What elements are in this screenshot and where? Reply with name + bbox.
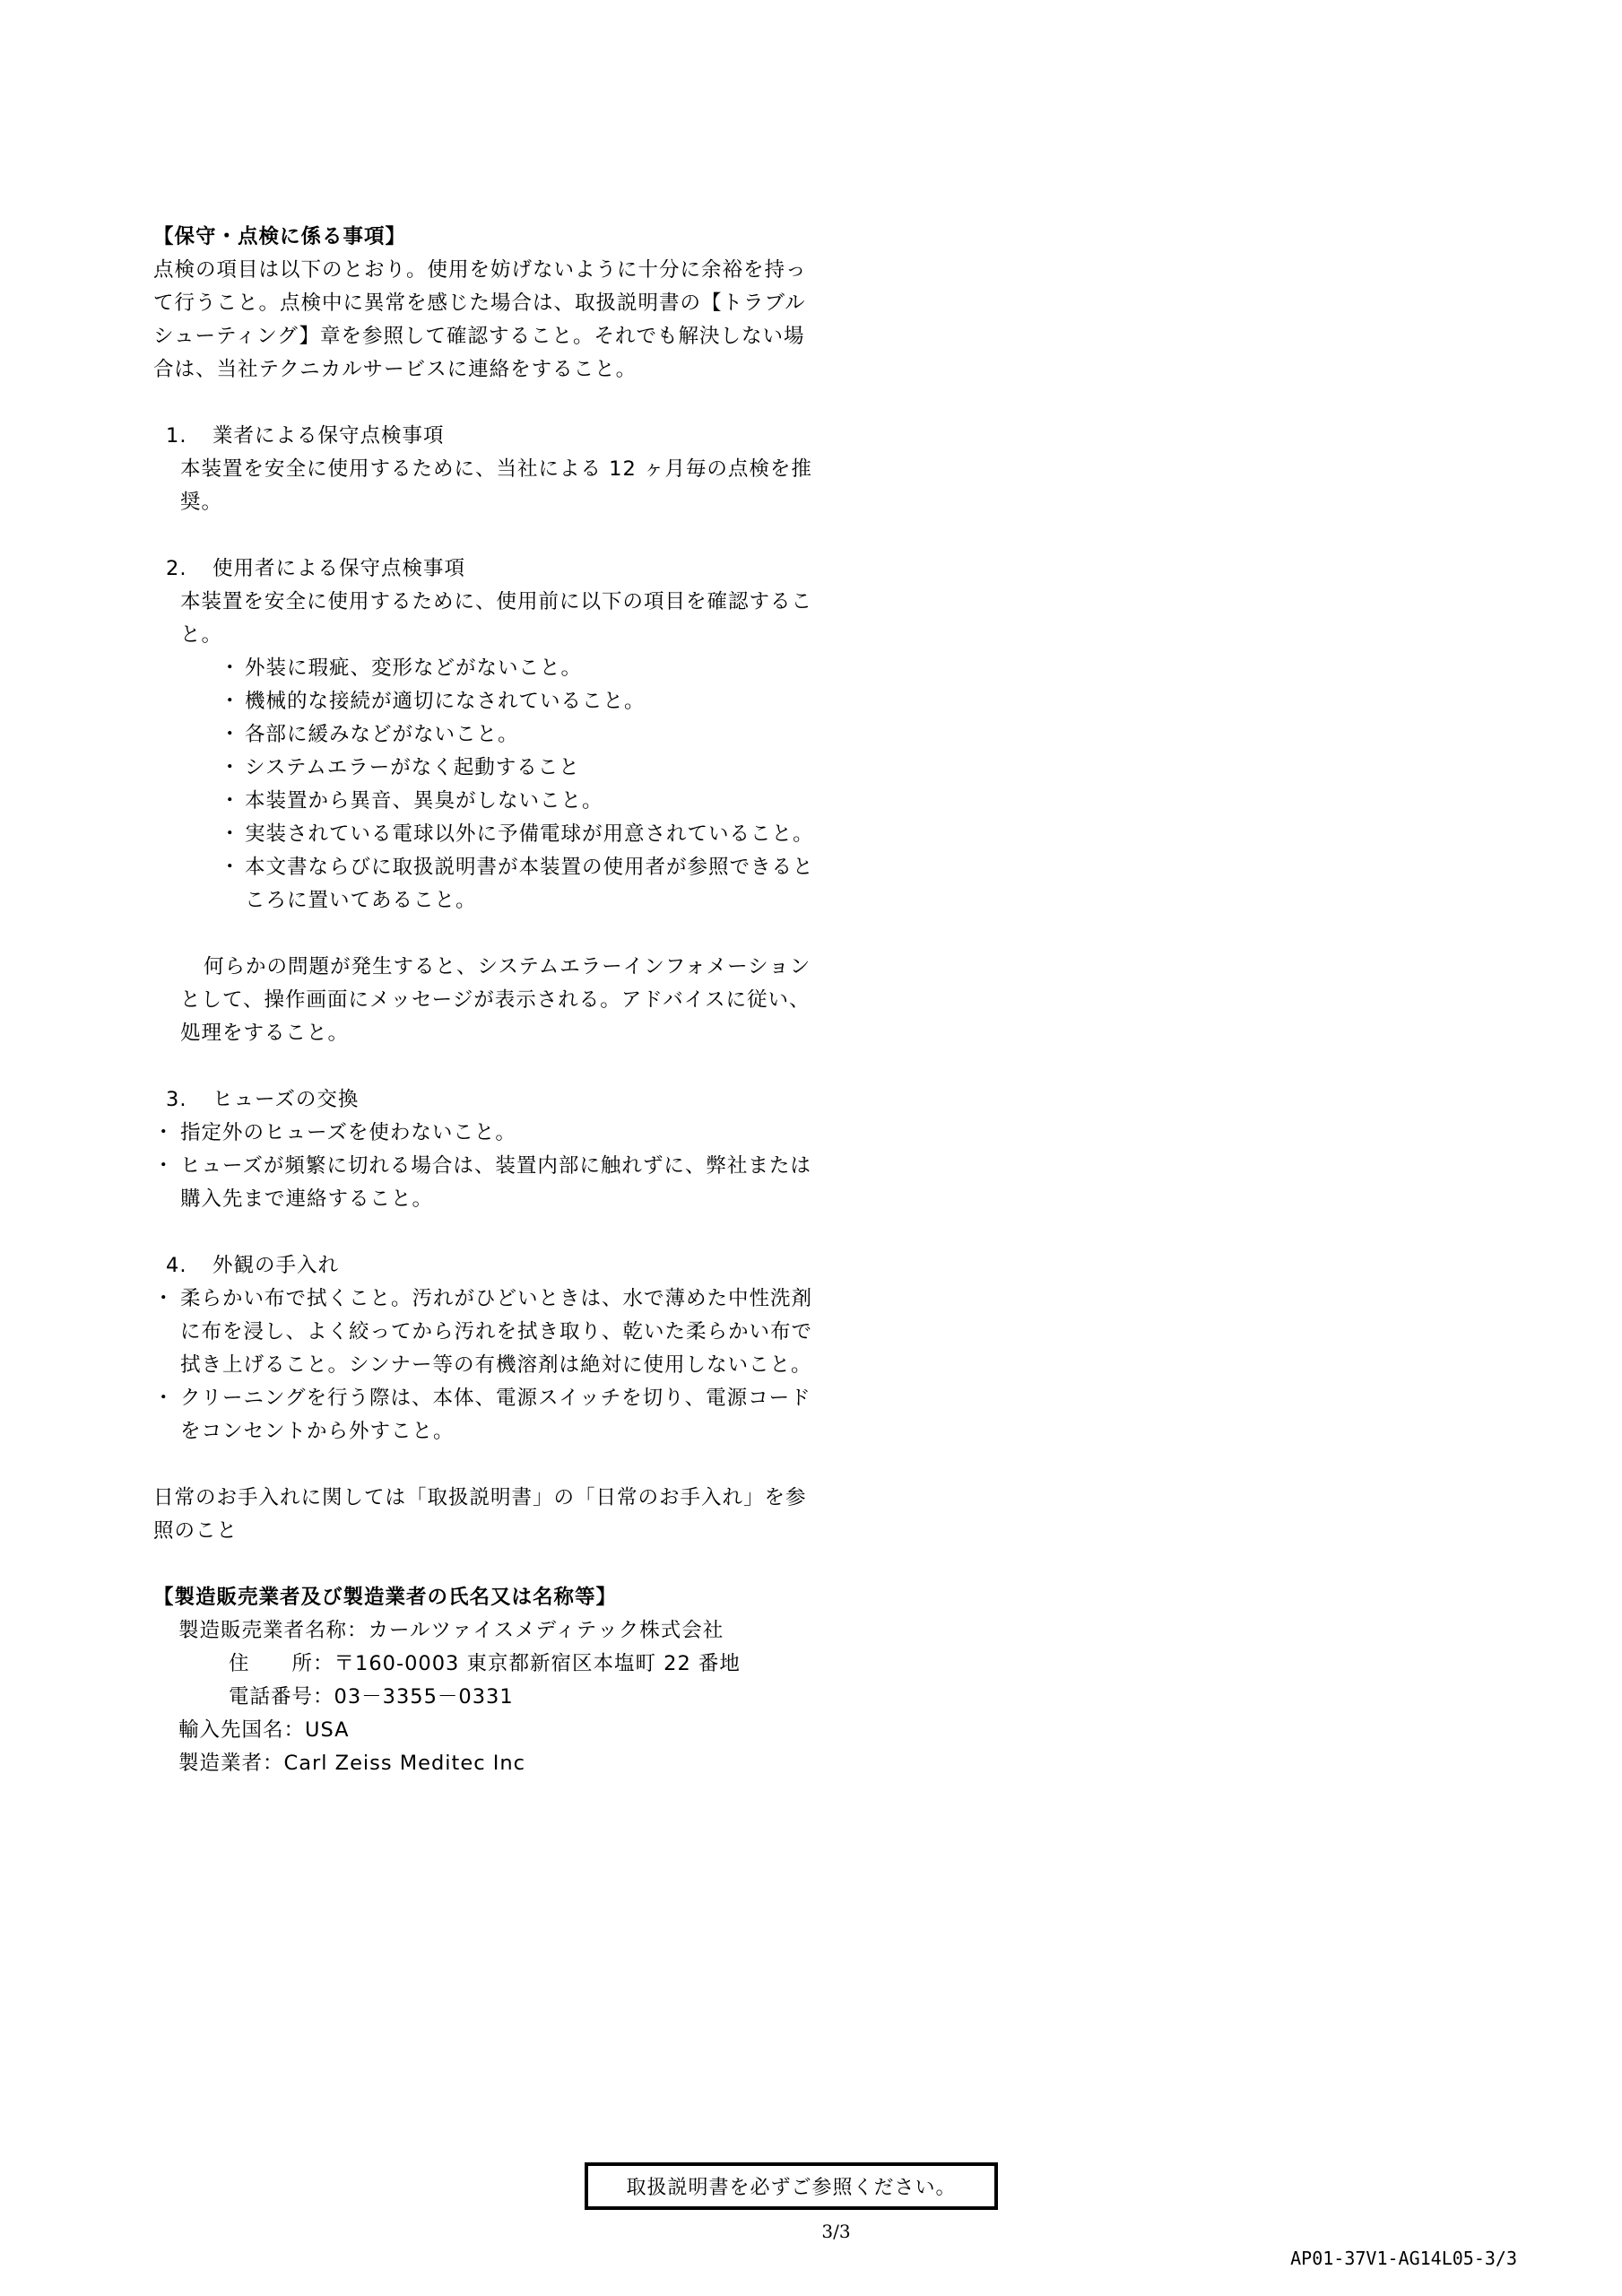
- list-item: ・ クリーニングを行う際は、本体、電源スイッチを切り、電源コードをコンセントから外すこと。: [153, 1382, 817, 1448]
- maintenance-intro: 点検の項目は以下のとおり。使用を妨げないように十分に余裕を持って行うこと。点検中に異常を感じた場合は、取扱説明書の【トラブルシューティング】章を参照して確認すること。それでも解決しない場合は、当社テクニカルサービスに連絡をすること。: [153, 258, 807, 381]
- item4-title: 外観の手入れ: [213, 1254, 340, 1277]
- item2-title: 使用者による保守点検事項: [213, 557, 466, 580]
- maintenance-heading: 【保守・点検に係る事項】: [153, 225, 407, 248]
- list-item: ・ システムエラーがなく起動すること: [220, 752, 817, 785]
- document-code: AP01-37V1-AG14L05-3/3: [1290, 2248, 1517, 2269]
- list-item: ・ 柔らかい布で拭くこと。汚れがひどいときは、水で薄めた中性洗剤に布を浸し、よく絞ってから汚れを拭き取り、乾いた柔らかい布で拭き上げること。シンナー等の有機溶剤は絶対に使用しないこと。: [153, 1283, 817, 1382]
- item3-list: [153, 1117, 817, 1216]
- list-item: ・ 外装に瑕疵、変形などがないこと。: [220, 652, 817, 685]
- list-item: ・ 各部に緩みなどがないこと。: [220, 718, 817, 752]
- manual-notice-text: 取扱説明書を必ずご参照ください。: [626, 2177, 957, 2199]
- main-text-column: [153, 221, 817, 1780]
- item3-title: ヒューズの交換: [213, 1088, 360, 1111]
- list-item: ・ 実装されている電球以外に予備電球が用意されていること。: [220, 818, 817, 851]
- manufacturer-name: 製造業者：Carl Zeiss Meditec Inc: [178, 1752, 526, 1775]
- manufacturer-heading: 【製造販売業者及び製造業者の氏名又は名称等】: [153, 1586, 618, 1609]
- manufacturer-block: [153, 1614, 817, 1780]
- manual-notice-box: [585, 2162, 998, 2210]
- item2-number: 2.: [166, 557, 187, 580]
- item2-title-row: [153, 552, 817, 586]
- item1-number: 1.: [166, 424, 187, 448]
- item3-title-row: [153, 1083, 817, 1117]
- item4-list: [153, 1283, 817, 1448]
- daily-care-note: 日常のお手入れに関しては「取扱説明書」の「日常のお手入れ」を参照のこと: [153, 1486, 807, 1543]
- item1-body: 本装置を安全に使用するために、当社による 12 ヶ月毎の点検を推奨。: [180, 457, 812, 514]
- item4-number: 4.: [166, 1254, 187, 1277]
- import-country: 輸入先国名：USA: [178, 1718, 350, 1742]
- list-item: ・ 指定外のヒューズを使わないこと。: [153, 1117, 817, 1150]
- list-item: ・ 本装置から異音、異臭がしないこと。: [220, 785, 817, 818]
- distributor-phone: 電話番号：03－3355－0331: [229, 1685, 514, 1709]
- list-item: ・ 機械的な接続が適切になされていること。: [220, 685, 817, 718]
- page-number: 3/3: [821, 2221, 851, 2242]
- item3-number: 3.: [166, 1088, 187, 1111]
- distributor-name: 製造販売業者名称：カールツァイスメディテック株式会社: [178, 1619, 724, 1642]
- item2-checklist: [153, 652, 817, 918]
- item4-title-row: [153, 1249, 817, 1283]
- list-item: ・ 本文書ならびに取扱説明書が本装置の使用者が参照できるところに置いてあること。: [220, 851, 817, 918]
- item1-title: 業者による保守点検事項: [213, 424, 445, 448]
- item2-note: 何らかの問題が発生すると、システムエラーインフォメーションとして、操作画面にメッセージが表示される。アドバイスに従い、処理をすること。: [180, 955, 811, 1045]
- distributor-address: 住 所：〒160-0003 東京都新宿区本塩町 22 番地: [229, 1652, 741, 1675]
- item2-body: 本装置を安全に使用するために、使用前に以下の項目を確認すること。: [180, 590, 813, 647]
- list-item: ・ ヒューズが頻繁に切れる場合は、装置内部に触れずに、弊社または購入先まで連絡すること。: [153, 1150, 817, 1216]
- item1-title-row: [153, 420, 817, 453]
